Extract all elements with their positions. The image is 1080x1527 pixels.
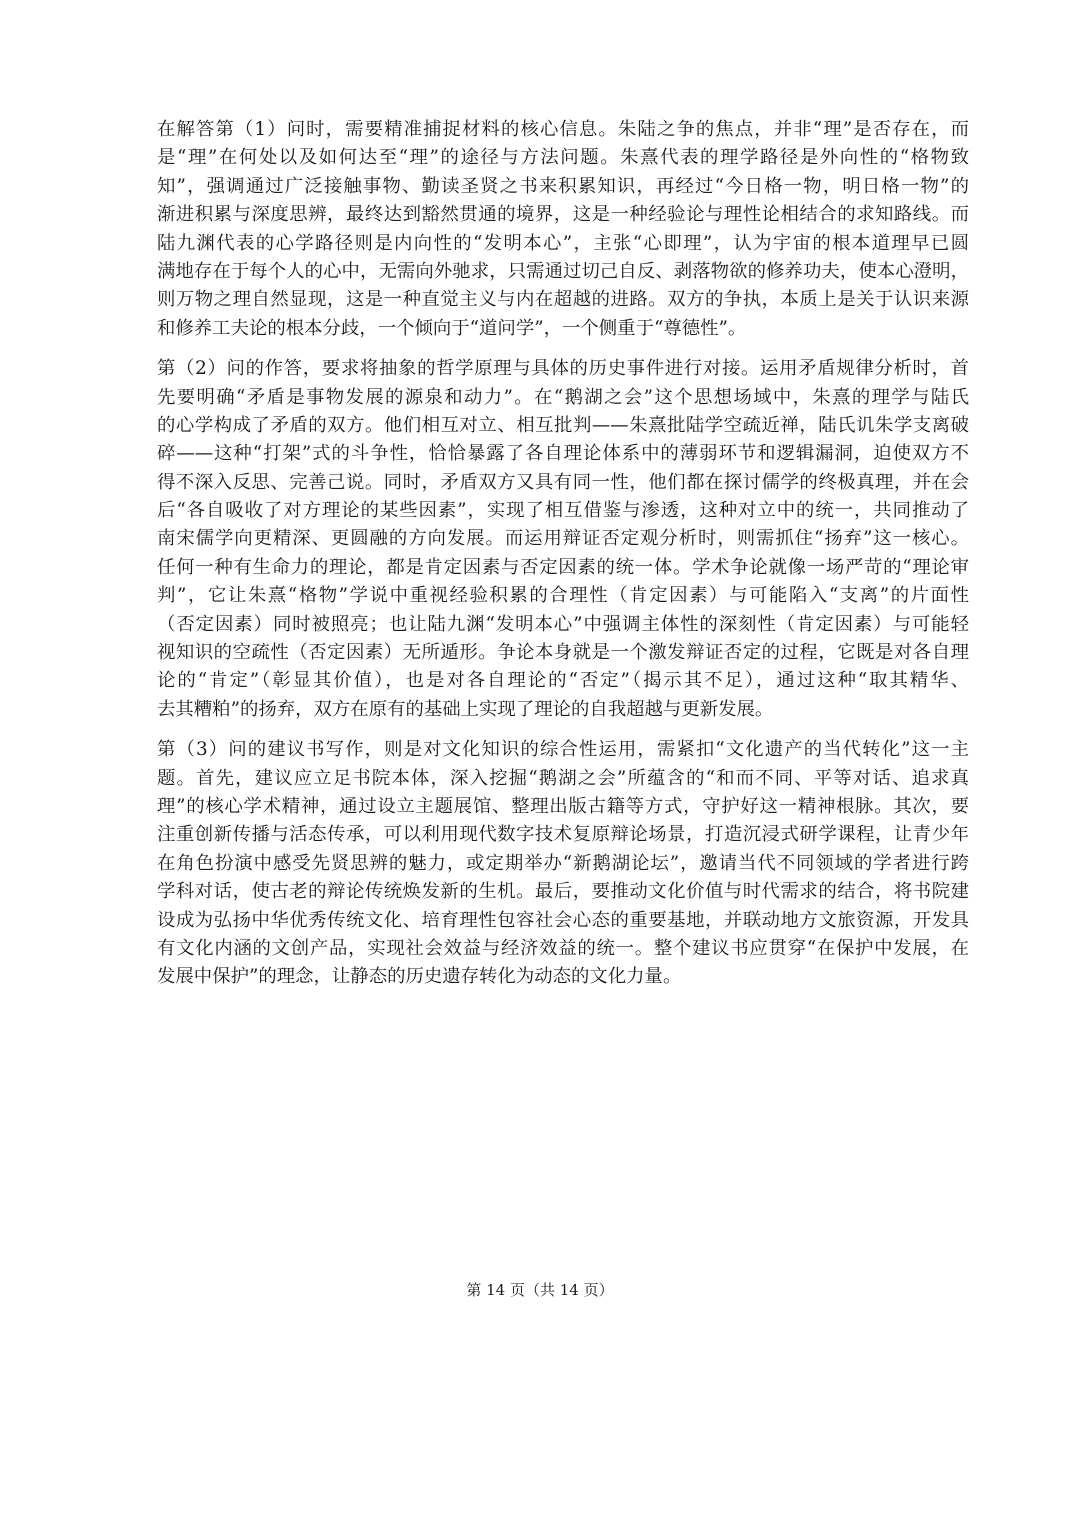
text-line: 学科对话，使古老的辩论传统焕发新的生机。最后，要推动文化价值与时代需求的结合，将书院建 bbox=[157, 881, 969, 903]
text-line: 注重创新传播与活态传承，可以利用现代数字技术复原辩论场景，打造沉浸式研学课程，让青少年 bbox=[157, 824, 969, 846]
text-line: 知”，强调通过广泛接触事物、勤读圣贤之书来积累知识，再经过“今日格一物，明日格一物”的 bbox=[157, 175, 969, 197]
text-line: 第（3）问的建议书写作，则是对文化知识的综合性运用，需紧扣“文化遗产的当代转化”这一主 bbox=[157, 739, 969, 761]
text-line: 先要明确“矛盾是事物发展的源泉和动力”。在“鹅湖之会”这个思想场域中，朱熹的理学与陆氏 bbox=[157, 386, 969, 408]
text-line: 渐进积累与深度思辨，最终达到豁然贯通的境界，这是一种经验论与理性论相结合的求知路线。而 bbox=[157, 204, 969, 226]
text-line: 任何一种有生命力的理论，都是肯定因素与否定因素的统一体。学术争论就像一场严苛的“理论审 bbox=[157, 556, 969, 578]
text-line: 满地存在于每个人的心中，无需向外驰求，只需通过切己自反、剥落物欲的修养功夫，使本心澄明， bbox=[157, 260, 969, 282]
text-line: 视知识的空疏性（否定因素）无所遁形。争论本身就是一个激发辩证否定的过程，它既是对各自理 bbox=[157, 642, 969, 664]
text-line: 碎——这种“打架”式的斗争性，恰恰暴露了各自理论体系中的薄弱环节和逻辑漏洞，迫使双方不 bbox=[157, 443, 969, 465]
text-line: 在角色扮演中感受先贤思辨的魅力，或定期举办“新鹅湖论坛”，邀请当代不同领域的学者进行跨 bbox=[157, 852, 969, 874]
paragraph-1 bbox=[157, 116, 969, 343]
text-line: 设成为弘扬中华优秀传统文化、培育理性包容社会心态的重要基地，并联动地方文旅资源，开发具 bbox=[157, 909, 969, 931]
text-line: 题。首先，建议应立足书院本体，深入挖掘“鹅湖之会”所蕴含的“和而不同、平等对话、追求真 bbox=[157, 767, 969, 789]
text-line: 去其糟粕”的扬弃，双方在原有的基础上实现了理论的自我超越与更新发展。 bbox=[157, 698, 774, 720]
text-line: 南宋儒学向更精深、更圆融的方向发展。而运用辩证否定观分析时，则需抓住“扬弃”这一核心。 bbox=[157, 528, 969, 550]
page-number-footer: 第 14 页（共 14 页） bbox=[466, 1281, 614, 1299]
text-line: 论的“肯定”（彰显其价值），也是对各自理论的“否定”（揭示其不足），通过这种“取其精华、 bbox=[157, 670, 969, 692]
text-line: 后“各自吸收了对方理论的某些因素”，实现了相互借鉴与渗透，这种对立中的统一，共同推动了 bbox=[157, 500, 969, 522]
body-text bbox=[157, 116, 969, 1004]
text-line: 的心学构成了矛盾的双方。他们相互对立、相互批判——朱熹批陆学空疏近禅，陆氏讥朱学支离破 bbox=[157, 414, 969, 436]
text-line: 理”的核心学术精神，通过设立主题展馆、整理出版古籍等方式，守护好这一精神根脉。其次，要 bbox=[157, 795, 969, 817]
text-line: 在解答第（1）问时，需要精准捕捉材料的核心信息。朱陆之争的焦点，并非“理”是否存在，而 bbox=[157, 119, 969, 140]
text-line: 和修养工夫论的根本分歧，一个倾向于“道问学”，一个侧重于“尊德性”。 bbox=[157, 317, 747, 339]
text-line: 有文化内涵的文创产品，实现社会效益与经济效益的统一。整个建议书应贯穿“在保护中发展，在 bbox=[157, 937, 969, 959]
text-line: 判”，它让朱熹“格物”学说中重视经验积累的合理性（肯定因素）与可能陷入“支离”的片面性 bbox=[157, 585, 969, 607]
text-line: 则万物之理自然显现，这是一种直觉主义与内在超越的进路。双方的争执，本质上是关于认识来源 bbox=[157, 289, 969, 311]
text-line: 得不深入反思、完善己说。同时，矛盾双方又具有同一性，他们都在探讨儒学的终极真理，并在会 bbox=[157, 471, 969, 493]
paragraph-3 bbox=[157, 736, 969, 992]
text-line: （否定因素）同时被照亮；也让陆九渊“发明本心”中强调主体性的深刻性（肯定因素）与可能轻 bbox=[157, 613, 969, 635]
text-line: 陆九渊代表的心学路径则是内向性的“发明本心”，主张“心即理”，认为宇宙的根本道理早已圆 bbox=[157, 232, 969, 254]
text-line: 是“理”在何处以及如何达至“理”的途径与方法问题。朱熹代表的理学路径是外向性的“格物致 bbox=[157, 147, 969, 169]
text-line: 发展中保护”的理念，让静态的历史遗存转化为动态的文化力量。 bbox=[157, 966, 682, 988]
text-line: 第（2）问的作答，要求将抽象的哲学原理与具体的历史事件进行对接。运用矛盾规律分析时，首 bbox=[157, 358, 969, 380]
paragraph-2 bbox=[157, 355, 969, 724]
